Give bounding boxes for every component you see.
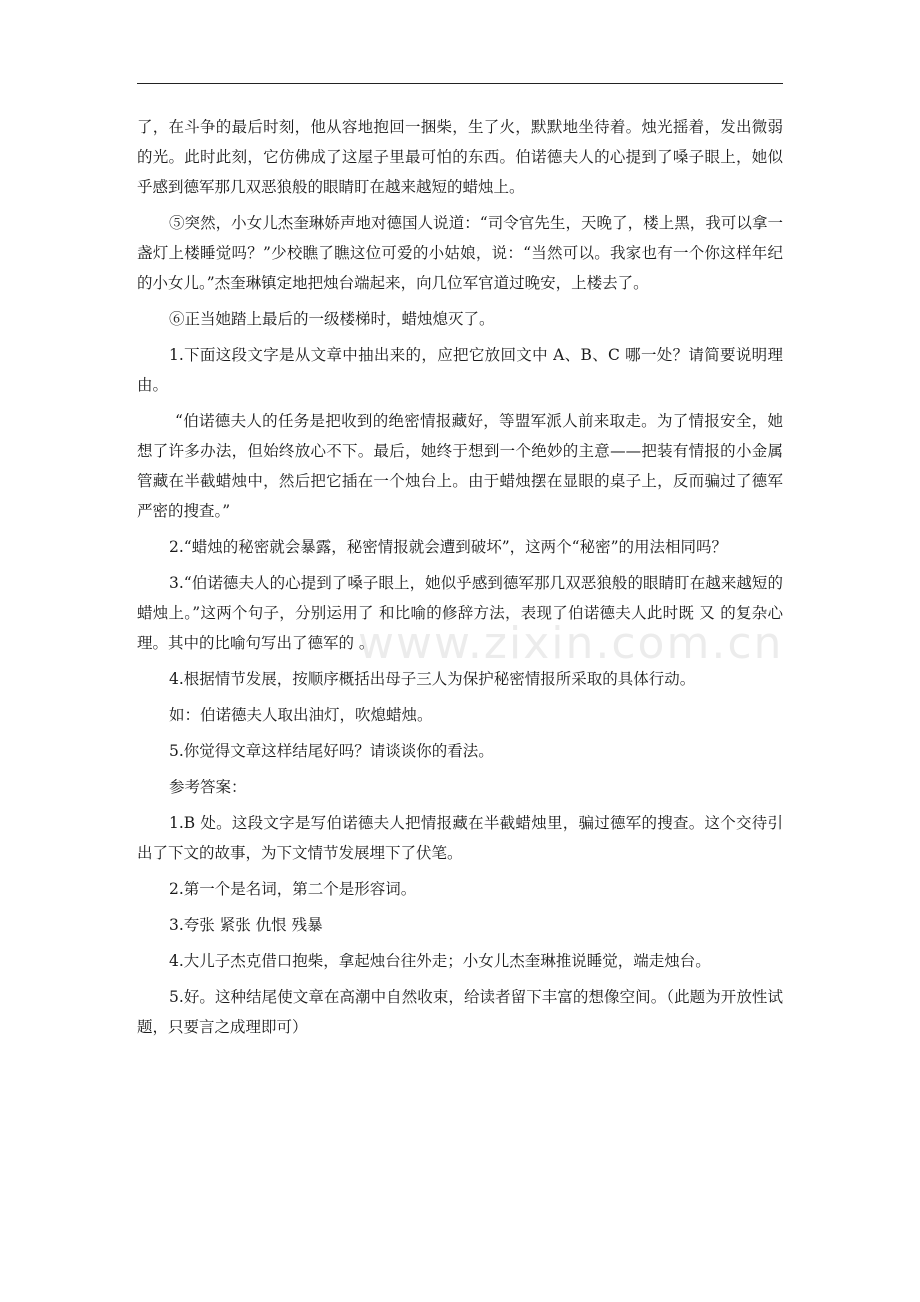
answer-2: 2.第一个是名词，第二个是形容词。 bbox=[169, 880, 417, 898]
question-1: 1.下面这段文字是从文章中抽出来的，应把它放回文中 A、B、C 哪一处？请简要说明理由。 bbox=[137, 346, 783, 394]
story-paragraph-continued: 了，在斗争的最后时刻，他从容地抱回一捆柴，生了火，默默地坐待着。烛光摇着，发出微弱的光。此时此刻，它仿佛成了这屋子里最可怕的东西。伯诺德夫人的心提到了嗓子眼上，她似乎感到德军那几双恶狼般的眼睛盯在越来越短的蜡烛上。 bbox=[137, 118, 783, 196]
question-5: 5.你觉得文章这样结尾好吗？请谈谈你的看法。 bbox=[169, 742, 494, 760]
answer-4: 4.大儿子杰克借口抱柴，拿起烛台往外走；小女儿杰奎琳推说睡觉，端走烛台。 bbox=[169, 952, 711, 970]
watermark: www.zixin.com.cn bbox=[358, 618, 784, 669]
answer-5: 5.好。这种结尾使文章在高潮中自然收束，给读者留下丰富的想像空间。（此题为开放性试题，只要言之成理即可） bbox=[137, 988, 783, 1036]
question-2: 2.“蜡烛的秘密就会暴露，秘密情报就会遭到破坏”，这两个“秘密”的用法相同吗？ bbox=[169, 538, 727, 556]
answer-1: 1.B 处。这段文字是写伯诺德夫人把情报藏在半截蜡烛里，骗过德军的搜查。这个交待引出了下文的故事，为下文情节发展埋下了伏笔。 bbox=[137, 814, 783, 862]
question-4-example: 如：伯诺德夫人取出油灯，吹熄蜡烛。 bbox=[169, 706, 433, 724]
document-body bbox=[137, 112, 783, 1048]
story-paragraph-6: ⑥正当她踏上最后的一级楼梯时，蜡烛熄灭了。 bbox=[169, 310, 495, 328]
answers-heading: 参考答案： bbox=[169, 778, 247, 796]
header-rule bbox=[137, 83, 783, 84]
answer-3: 3.夸张 紧张 仇恨 残暴 bbox=[169, 916, 323, 934]
question-1-quote: “伯诺德夫人的任务是把收到的绝密情报藏好，等盟军派人前来取走。为了情报安全，她想了许多办法，但始终放心不下。最后，她终于想到一个绝妙的主意——把装有情报的小金属管藏在半截蜡烛中，然后把它插在一个烛台上。由于蜡烛摆在显眼的桌子上，反而骗过了德军严密的搜查。” bbox=[137, 412, 783, 520]
question-3: 3.“伯诺德夫人的心提到了嗓子眼上，她似乎感到德军那几双恶狼般的眼睛盯在越来越短的蜡烛上。”这两个句子，分别运用了 和比喻的修辞方法，表现了伯诺德夫人此时既 又 的复杂心理。其中的比喻句写出了德军的 。 bbox=[137, 574, 783, 652]
question-4: 4.根据情节发展，按顺序概括出母子三人为保护秘密情报所采取的具体行动。 bbox=[169, 670, 696, 688]
story-paragraph-5: ⑤突然，小女儿杰奎琳娇声地对德国人说道：“司令官先生，天晚了，楼上黑，我可以拿一盏灯上楼睡觉吗？”少校瞧了瞧这位可爱的小姑娘，说：“当然可以。我家也有一个你这样年纪的小女儿。”杰奎琳镇定地把烛台端起来，向几位军官道过晚安，上楼去了。 bbox=[137, 214, 783, 292]
